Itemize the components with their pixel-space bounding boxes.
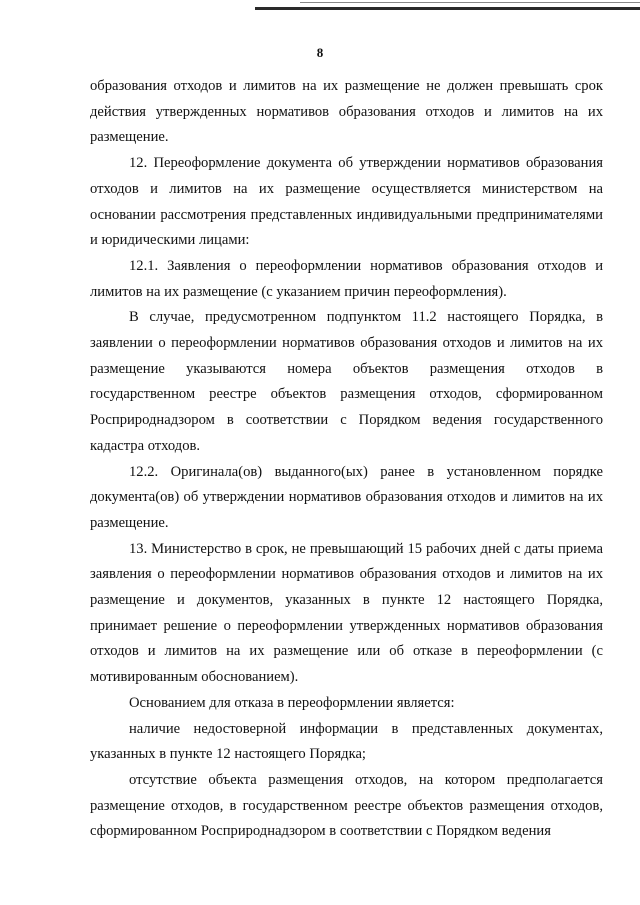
scan-edge-line — [255, 7, 640, 10]
paragraph-ground-false-info: наличие недостоверной информации в представленных документах, указанных в пункте 12 настоящего Порядка; — [90, 720, 603, 763]
scan-edge-line-thin — [300, 2, 640, 3]
paragraph-item-12-1: 12.1. Заявления о переоформлении нормативов образования отходов и лимитов на их размещение (с указанием причин переоформления). — [90, 257, 603, 300]
paragraph-ground-missing-object: отсутствие объекта размещения отходов, на котором предполагается размещение отходов, в государственном реестре объектов размещения отходов, сформированном Росприроднадзором в соответствии с Порядком ведения — [90, 771, 603, 840]
paragraph-refusal-grounds: Основанием для отказа в переоформлении является: — [129, 694, 455, 711]
paragraph-continuation: образования отходов и лимитов на их размещение не должен превышать срок действия утвержденных нормативов образования отходов и лимитов на их размещение. — [90, 78, 603, 146]
paragraph-item-12: 12. Переоформление документа об утверждении нормативов образования отходов и лимитов на их размещение осуществляется министерством на основании рассмотрения представленных индивидуальными предпринимателями и юридическими лицами: — [90, 155, 603, 249]
paragraph-item-13: 13. Министерство в срок, не превышающий 15 рабочих дней с даты приема заявления о переоформлении нормативов образования отходов и лимитов на их размещение и документов, указанных в пункте 12 настоящего Порядка, принимает решение о переоформлении утвержденных нормативов образования отходов и лимитов на их размещение или об отказе в переоформлении (с мотивированным обоснованием). — [90, 540, 603, 686]
paragraph-item-12-2: 12.2. Оригинала(ов) выданного(ых) ранее в установленном порядке документа(ов) об утверждении нормативов образования отходов и лимитов на их размещение. — [90, 463, 603, 531]
document-body — [90, 74, 603, 845]
paragraph-case-11-2: В случае, предусмотренном подпунктом 11.2 настоящего Порядка, в заявлении о переоформлении нормативов образования отходов и лимитов на их размещение указываются номера объектов размещения отходов в государственном реестре объектов размещения отходов, сформированном Росприроднадзором в соответствии с Порядком ведения государственного кадастра отходов. — [90, 309, 603, 454]
page-number: 8 — [316, 45, 324, 60]
